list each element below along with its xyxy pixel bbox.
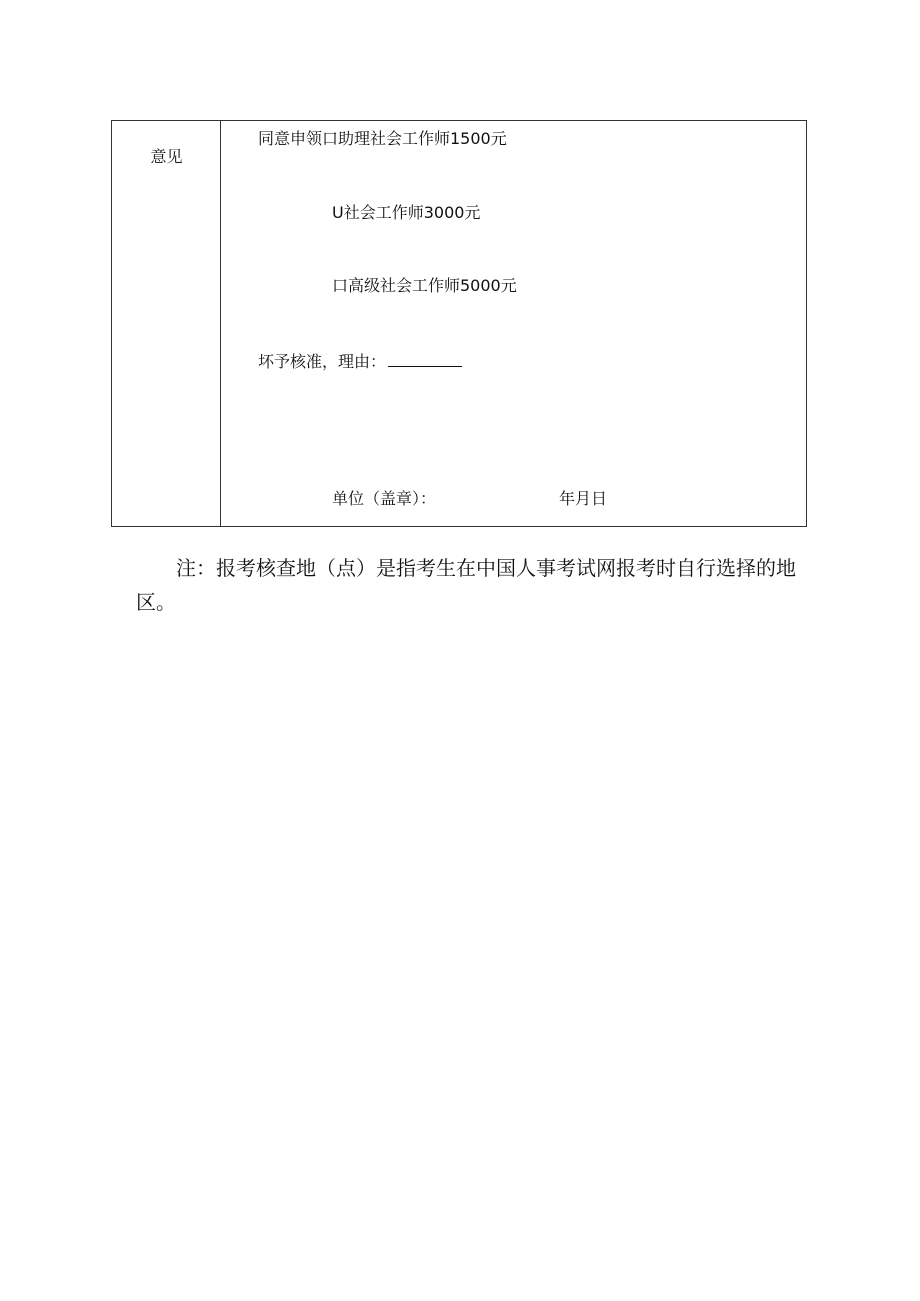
reject-reason-line: [258, 351, 462, 372]
reject-reason-label: 坏予核准，理由：: [258, 352, 387, 371]
opinion-label: 意见: [150, 147, 183, 166]
seal-label: 单位（盖章）：: [332, 489, 437, 508]
date-label: 年月日: [559, 489, 608, 508]
option-social-worker: U社会工作师3000元: [332, 203, 481, 222]
note-paragraph: [136, 551, 816, 619]
opinion-table: [111, 120, 807, 527]
note-text-line2: 区。: [136, 590, 176, 614]
option-assistant-social-worker: 同意申领口助理社会工作师1500元: [258, 129, 507, 148]
option-senior-social-worker: 口高级社会工作师5000元: [332, 276, 517, 295]
label-column: [112, 121, 221, 526]
note-text-line1: 注：报考核查地（点）是指考生在中国人事考试网报考时自行选择的地: [176, 556, 796, 580]
reason-blank: [388, 351, 462, 367]
